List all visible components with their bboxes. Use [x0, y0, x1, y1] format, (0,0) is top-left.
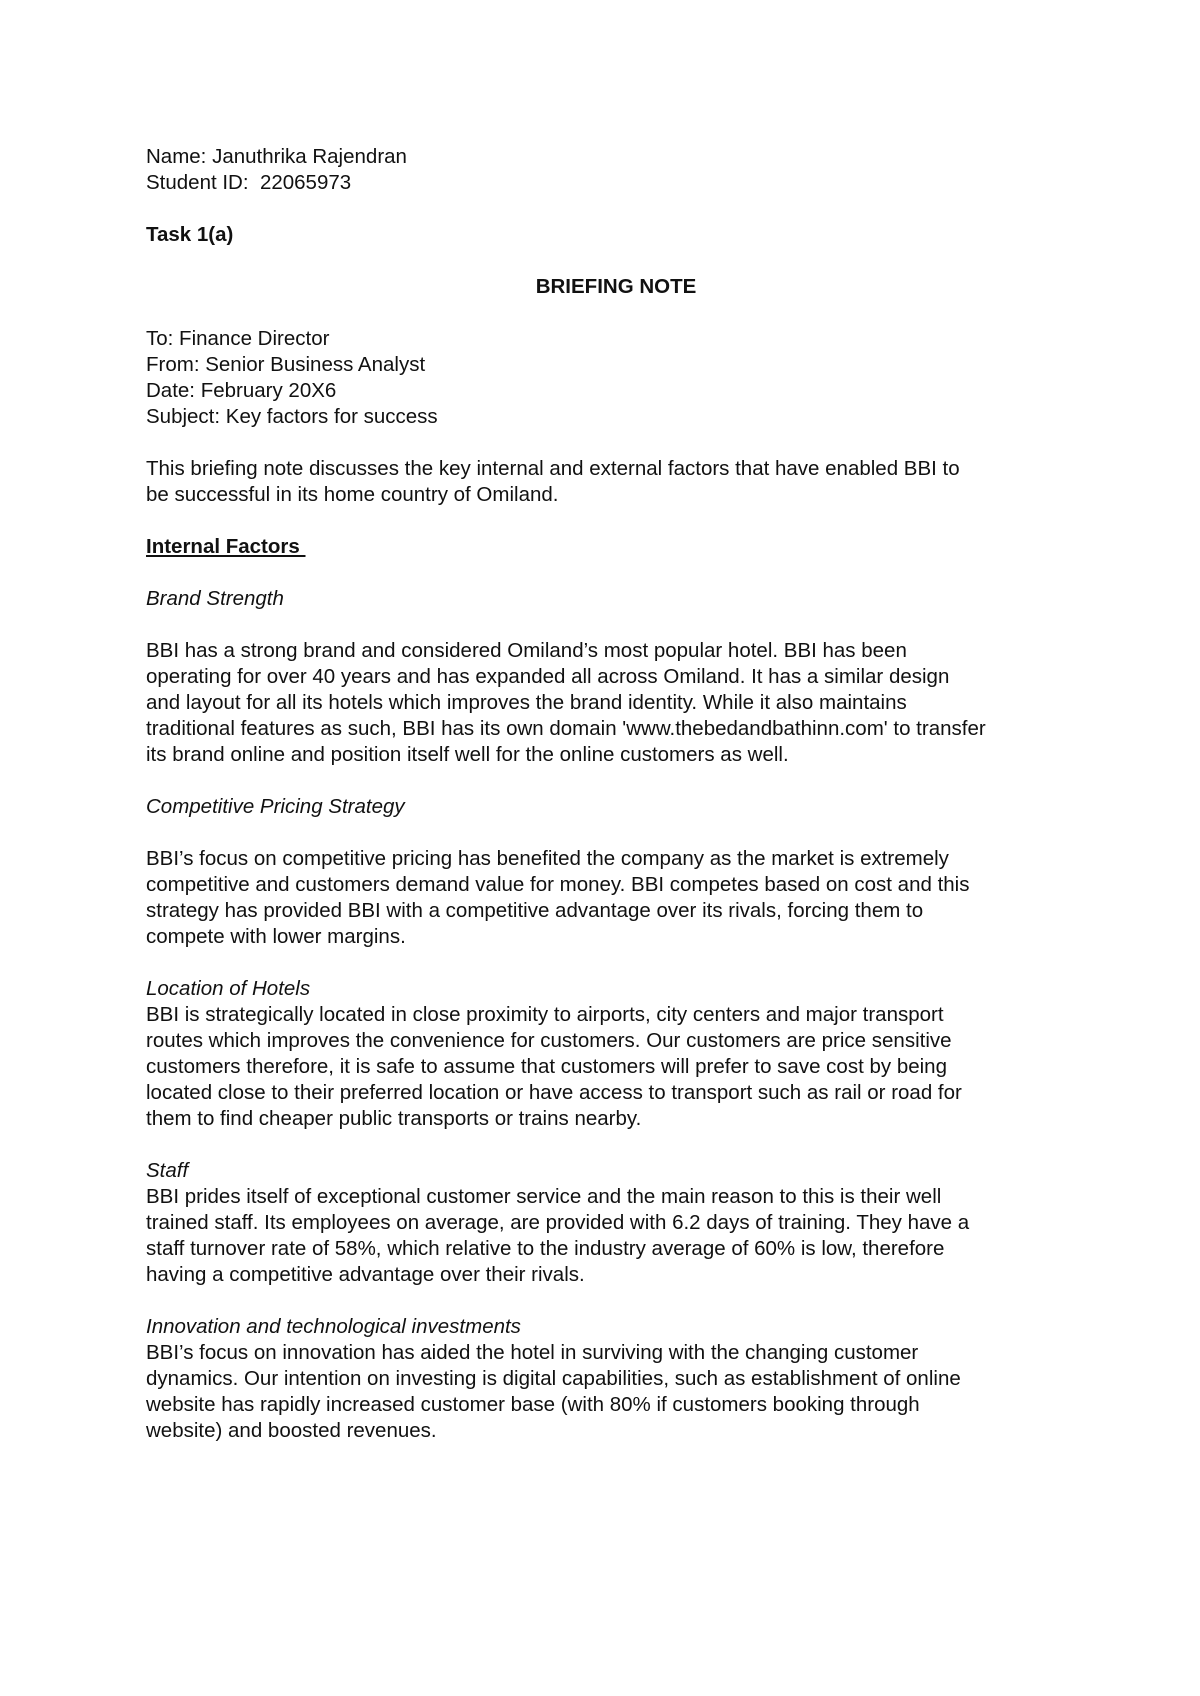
subsection-heading-competitive-pricing: Competitive Pricing Strategy	[146, 795, 405, 818]
intro-line: be successful in its home country of Omiland.	[146, 483, 559, 506]
spacer	[146, 950, 1076, 976]
intro-paragraph	[146, 456, 1076, 508]
paragraph-line: BBI is strategically located in close proximity to airports, city centers and major transport	[146, 1003, 944, 1026]
paragraph-line: them to find cheaper public transports or trains nearby.	[146, 1107, 642, 1130]
paragraph-line: website has rapidly increased customer base (with 80% if customers booking through	[146, 1393, 920, 1416]
paragraph-line: competitive and customers demand value for money. BBI competes based on cost and this	[146, 873, 970, 896]
subsection-heading-staff: Staff	[146, 1159, 189, 1182]
memo-from: From: Senior Business Analyst	[146, 353, 426, 376]
paragraph-line: staff turnover rate of 58%, which relative to the industry average of 60% is low, therefore	[146, 1237, 945, 1260]
paragraph-line: traditional features as such, BBI has its own domain 'www.thebedandbathinn.com' to transfer	[146, 717, 986, 740]
location-paragraph	[146, 1002, 1076, 1132]
spacer	[146, 508, 1076, 534]
paragraph-line: BBI prides itself of exceptional customer service and the main reason to this is their well	[146, 1185, 942, 1208]
paragraph-line: customers therefore, it is safe to assume that customers will prefer to save cost by being	[146, 1055, 947, 1078]
spacer	[146, 768, 1076, 794]
spacer	[146, 248, 1076, 274]
brand-strength-paragraph	[146, 638, 1076, 768]
subsection-heading-innovation: Innovation and technological investments	[146, 1315, 521, 1338]
student-name: Name: Januthrika Rajendran	[146, 145, 407, 168]
task-label: Task 1(a)	[146, 223, 234, 246]
paragraph-line: BBI’s focus on innovation has aided the hotel in surviving with the changing customer	[146, 1341, 919, 1364]
paragraph-line: strategy has provided BBI with a competitive advantage over its rivals, forcing them to	[146, 899, 924, 922]
memo-to: To: Finance Director	[146, 327, 330, 350]
paragraph-line: its brand online and position itself well for the online customers as well.	[146, 743, 789, 766]
spacer	[146, 1288, 1076, 1314]
paragraph-line: BBI’s focus on competitive pricing has benefited the company as the market is extremely	[146, 847, 949, 870]
spacer	[146, 196, 1076, 222]
paragraph-line: compete with lower margins.	[146, 925, 406, 948]
memo-subject: Subject: Key factors for success	[146, 405, 438, 428]
document-title: BRIEFING NOTE	[535, 275, 697, 298]
student-id: Student ID: 22065973	[146, 171, 352, 194]
memo-date: Date: February 20X6	[146, 379, 337, 402]
subsection-heading-location: Location of Hotels	[146, 977, 311, 1000]
paragraph-line: trained staff. Its employees on average, are provided with 6.2 days of training. They have a	[146, 1211, 970, 1234]
spacer	[146, 430, 1076, 456]
paragraph-line: routes which improves the convenience for customers. Our customers are price sensitive	[146, 1029, 952, 1052]
paragraph-line: dynamics. Our intention on investing is digital capabilities, such as establishment of online	[146, 1367, 961, 1390]
innovation-paragraph	[146, 1340, 1076, 1444]
staff-paragraph	[146, 1184, 1076, 1288]
spacer	[146, 560, 1076, 586]
section-heading-internal-factors: Internal Factors	[146, 535, 306, 558]
document-page	[146, 144, 1076, 1444]
spacer	[146, 612, 1076, 638]
paragraph-line: BBI has a strong brand and considered Omiland’s most popular hotel. BBI has been	[146, 639, 907, 662]
intro-line: This briefing note discusses the key internal and external factors that have enabled BBI to	[146, 457, 960, 480]
paragraph-line: and layout for all its hotels which improves the brand identity. While it also maintains	[146, 691, 907, 714]
spacer	[146, 300, 1076, 326]
paragraph-line: located close to their preferred location or have access to transport such as rail or road for	[146, 1081, 962, 1104]
competitive-pricing-paragraph	[146, 846, 1076, 950]
paragraph-line: operating for over 40 years and has expanded all across Omiland. It has a similar design	[146, 665, 950, 688]
subsection-heading-brand-strength: Brand Strength	[146, 587, 284, 610]
spacer	[146, 1132, 1076, 1158]
paragraph-line: having a competitive advantage over their rivals.	[146, 1263, 585, 1286]
spacer	[146, 820, 1076, 846]
paragraph-line: website) and boosted revenues.	[146, 1419, 437, 1442]
